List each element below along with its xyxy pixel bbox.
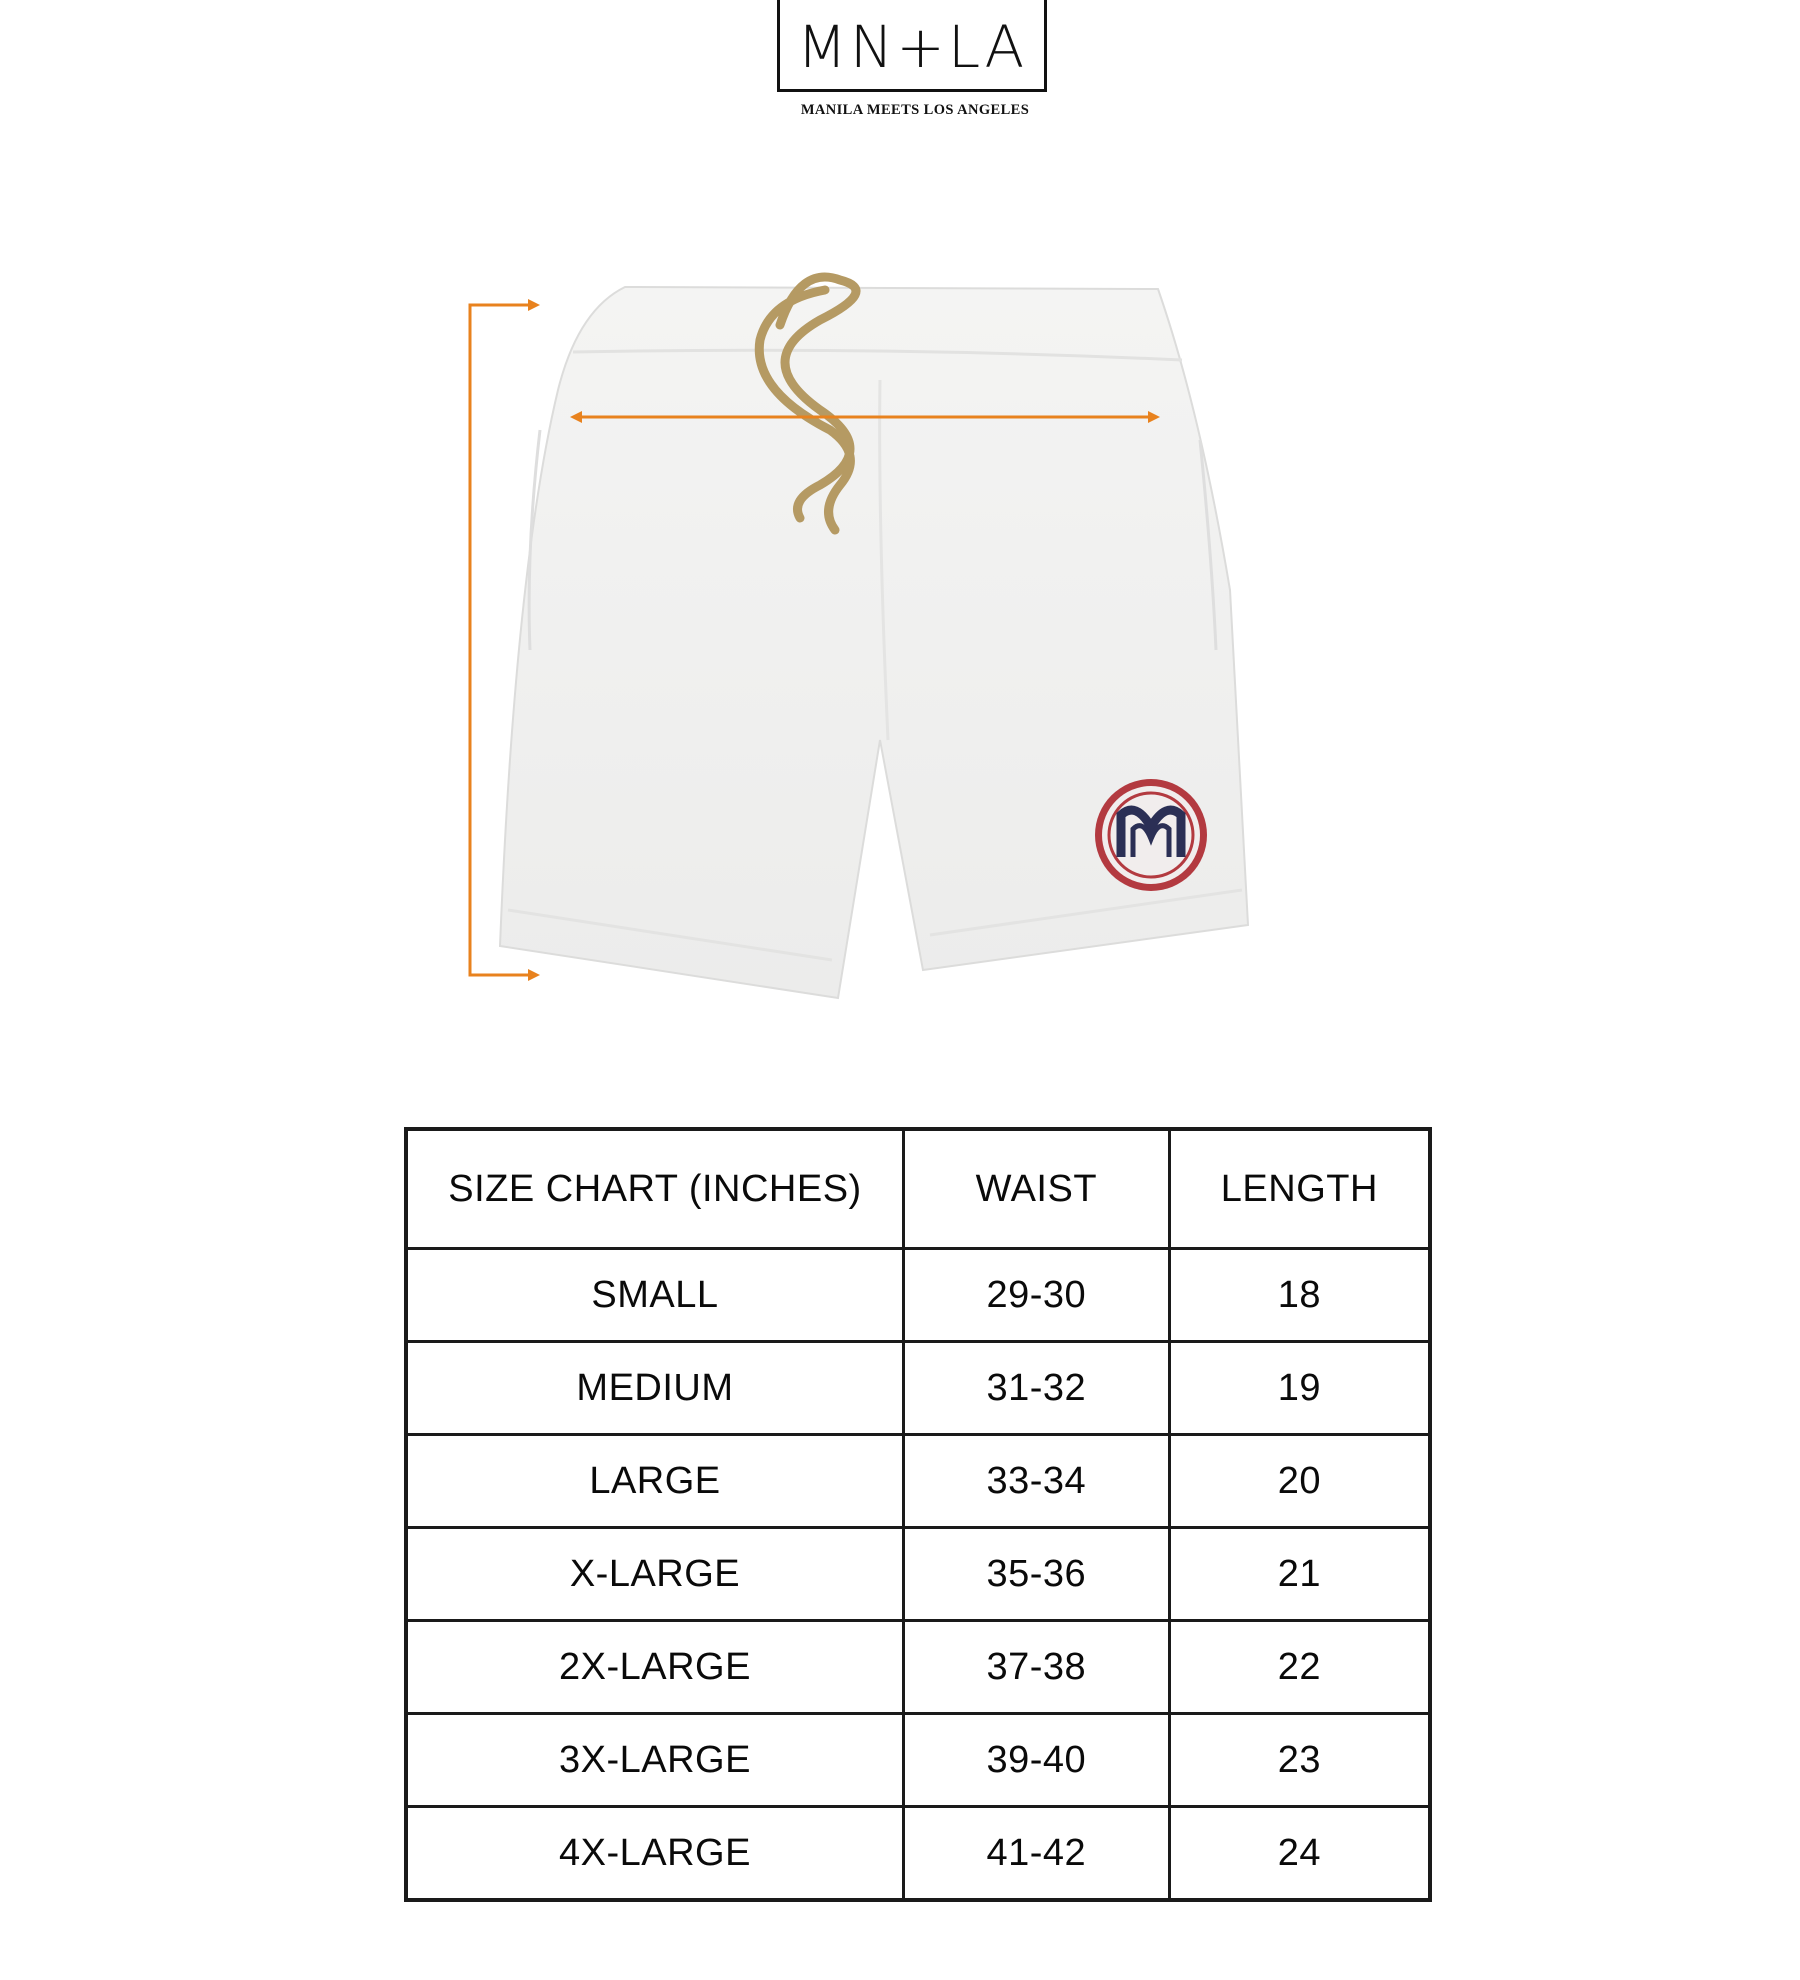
length-cell: 22 [1169, 1621, 1430, 1714]
length-cell: 24 [1169, 1807, 1430, 1901]
length-cell: 19 [1169, 1342, 1430, 1435]
length-cell: 18 [1169, 1249, 1430, 1342]
brand-tagline: MANILA MEETS LOS ANGELES [800, 102, 1030, 118]
size-cell: X-LARGE [406, 1528, 903, 1621]
length-cell: 23 [1169, 1714, 1430, 1807]
logo-text: MN+LA [796, 13, 1028, 81]
length-cell: 21 [1169, 1528, 1430, 1621]
waist-cell: 39-40 [903, 1714, 1169, 1807]
product-illustration [460, 270, 1340, 1030]
logo-box [777, 0, 1047, 92]
header-length: LENGTH [1169, 1129, 1430, 1249]
brand-logo [777, 0, 1053, 120]
waist-cell: 31-32 [903, 1342, 1169, 1435]
size-cell: LARGE [406, 1435, 903, 1528]
header-waist: WAIST [903, 1129, 1169, 1249]
shorts-body [500, 287, 1248, 998]
badge-icon [1095, 779, 1207, 891]
size-cell: SMALL [406, 1249, 903, 1342]
size-cell: 2X-LARGE [406, 1621, 903, 1714]
table-row [406, 1807, 1430, 1901]
waist-cell: 41-42 [903, 1807, 1169, 1901]
waist-cell: 33-34 [903, 1435, 1169, 1528]
size-chart-table [404, 1127, 1432, 1902]
table-row [406, 1249, 1430, 1342]
table-row [406, 1528, 1430, 1621]
size-cell: 3X-LARGE [406, 1714, 903, 1807]
header-size-chart: SIZE CHART (INCHES) [406, 1129, 903, 1249]
length-cell: 20 [1169, 1435, 1430, 1528]
table-row [406, 1342, 1430, 1435]
table-row [406, 1435, 1430, 1528]
table-row [406, 1621, 1430, 1714]
table-row [406, 1714, 1430, 1807]
size-cell: MEDIUM [406, 1342, 903, 1435]
waist-cell: 37-38 [903, 1621, 1169, 1714]
table-header-row [406, 1129, 1430, 1249]
size-cell: 4X-LARGE [406, 1807, 903, 1901]
waist-cell: 35-36 [903, 1528, 1169, 1621]
shorts-illustration [460, 270, 1340, 1030]
waist-cell: 29-30 [903, 1249, 1169, 1342]
